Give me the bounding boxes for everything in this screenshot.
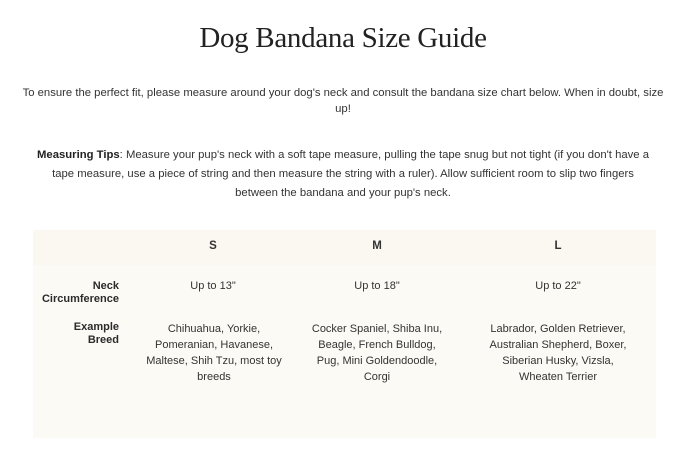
cell-neck-m: Up to 18" <box>354 280 400 292</box>
measuring-tips-text: : Measure your pup's neck with a soft tape measure, pulling the tape snug but not tight (if you don't have a tape measure, use a piece of string and then measure the string with a ruler). Allow sufficient room to slip two fingers between the bandana and your pup's neck. <box>52 149 649 199</box>
cell-neck-s: Up to 13" <box>190 280 236 292</box>
cell-neck-l: Up to 22" <box>535 280 581 292</box>
column-header-m: M <box>372 240 382 252</box>
row-label-neck-circumference: Neck Circumference <box>41 280 119 305</box>
measuring-tips-label: Measuring Tips <box>37 149 120 161</box>
cell-breed-m: Cocker Spaniel, Shiba Inu, Beagle, French Bulldog, Pug, Mini Goldendoodle, Corgi <box>311 323 443 383</box>
page-title: Dog Bandana Size Guide <box>199 22 487 54</box>
column-header-s: S <box>209 240 217 252</box>
intro-text: To ensure the perfect fit, please measure around your dog's neck and consult the bandana size chart below. When in doubt, size up! <box>22 87 664 115</box>
measuring-tips <box>30 146 656 203</box>
column-header-l: L <box>554 240 562 252</box>
cell-breed-s: Chihuahua, Yorkie, Pomeranian, Havanese, Maltese, Shih Tzu, most toy breeds <box>146 323 282 383</box>
table-header <box>33 230 656 265</box>
row-label-example-breed: Example Breed <box>73 321 119 346</box>
cell-breed-l: Labrador, Golden Retriever, Australian Shepherd, Boxer, Siberian Husky, Vizsla, Wheaten Terrier <box>489 323 627 383</box>
size-chart-table <box>33 230 656 438</box>
